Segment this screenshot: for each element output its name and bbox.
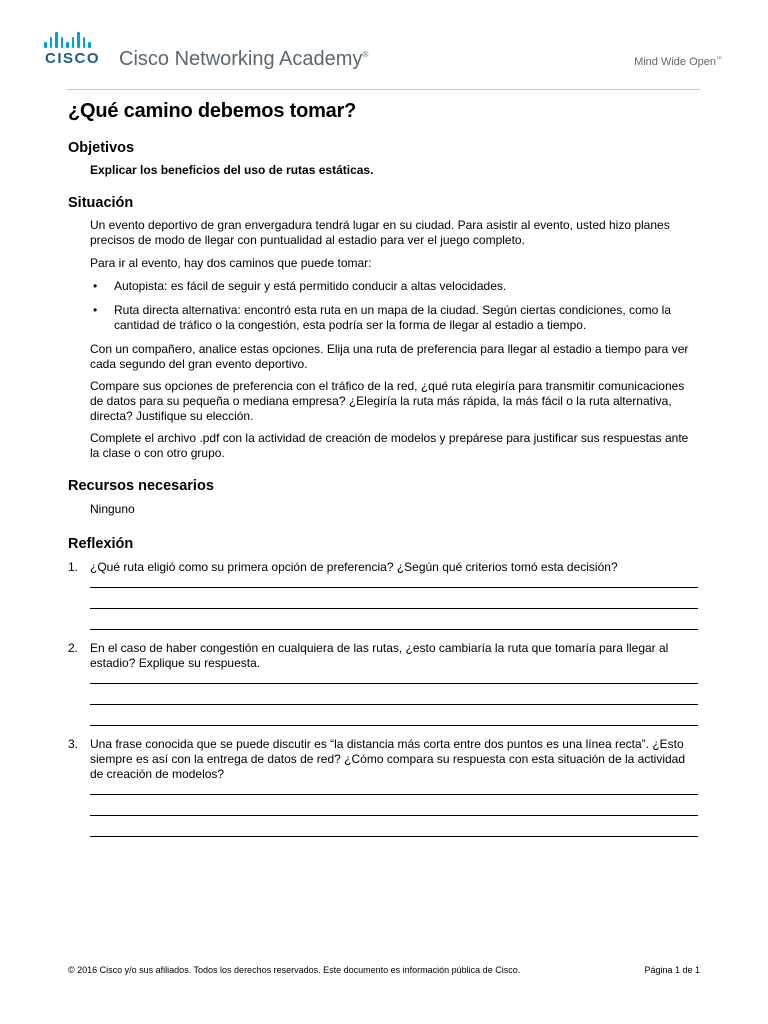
- question-1: [68, 560, 700, 575]
- question-text: ¿Qué ruta eligió como su primera opción de preferencia? ¿Según qué criterios tomó esta decisión?: [90, 560, 618, 574]
- situacion-paragraph-5: Complete el archivo .pdf con la actividad de creación de modelos y prepárese para justificar sus respuestas ante la clase o con otro grupo.: [90, 431, 689, 460]
- section-heading-situacion: Situación: [68, 195, 134, 211]
- question-number: 2.: [68, 641, 79, 655]
- header-divider: [66, 89, 700, 90]
- question-text: En el caso de haber congestión en cualquiera de las rutas, ¿esto cambiaría la ruta que tomaría para llegar al estadio? Explique su respuesta.: [90, 641, 669, 670]
- answer-line[interactable]: [90, 836, 698, 837]
- academy-name: Cisco Networking Academy®: [119, 48, 369, 70]
- answer-line[interactable]: [90, 815, 698, 816]
- page-header: [0, 0, 768, 90]
- copyright-text: © 2016 Cisco y/o sus afiliados. Todos los derechos reservados. Este documento es información pública de Cisco.: [68, 965, 521, 975]
- situacion-bullet-list: [68, 279, 700, 333]
- cisco-wordmark: CISCO: [45, 50, 101, 67]
- answer-line[interactable]: [90, 608, 698, 609]
- answer-line[interactable]: [90, 683, 698, 684]
- situacion-paragraph-1: Un evento deportivo de gran envergadura tendrá lugar en su ciudad. Para asistir al evento, usted hizo planes precisos de modo de llegar con puntualidad al estadio para ver el juego completo.: [90, 218, 670, 247]
- answer-line[interactable]: [90, 704, 698, 705]
- answer-line[interactable]: [90, 587, 698, 588]
- situacion-paragraph-4: Compare sus opciones de preferencia con el tráfico de la red, ¿qué ruta elegiría para transmitir comunicaciones de datos para su pequeña o mediana empresa? ¿Elegiría la ruta más rápida, la más fácil o la ruta alternativa, directa? Justifique su elección.: [90, 379, 685, 423]
- objetivos-text: Explicar los beneficios del uso de rutas estáticas.: [90, 163, 374, 177]
- list-item: • Ruta directa alternativa: encontró esta ruta en un mapa de la ciudad. Según ciertas condiciones, como la cantidad de tráfico o la congestión, esta podría ser la forma de llegar al estadio a tiempo.: [114, 303, 700, 333]
- answer-line[interactable]: [90, 629, 698, 630]
- page-number: Página 1 de 1: [644, 965, 700, 975]
- list-item: • Autopista: es fácil de seguir y está permitido conducir a altas velocidades.: [114, 279, 700, 294]
- cisco-bars-icon: [44, 30, 91, 48]
- tagline: Mind Wide Open™: [634, 56, 722, 68]
- section-heading-reflexion: Reflexión: [68, 536, 134, 552]
- question-2: [68, 641, 700, 671]
- document-body: [68, 96, 700, 837]
- question-number: 3.: [68, 737, 79, 751]
- answer-line[interactable]: [90, 725, 698, 726]
- cisco-logo: [44, 30, 101, 67]
- page-title: ¿Qué camino debemos tomar?: [68, 100, 357, 122]
- recursos-text: Ninguno: [90, 502, 135, 516]
- question-3: [68, 737, 700, 782]
- situacion-paragraph-2: Para ir al evento, hay dos caminos que puede tomar:: [90, 256, 372, 270]
- situacion-paragraph-3: Con un compañero, analice estas opciones. Elija una ruta de preferencia para llegar al estadio a tiempo para ver cada segundo del gran evento deportivo.: [90, 342, 689, 371]
- question-text: Una frase conocida que se puede discutir es “la distancia más corta entre dos puntos es una línea recta”. ¿Esto siempre es así con la entrega de datos de red? ¿Cómo compara su respuesta con esta situación de la actividad de creación de modelos?: [90, 737, 686, 781]
- section-heading-recursos: Recursos necesarios: [68, 478, 214, 494]
- answer-line[interactable]: [90, 794, 698, 795]
- section-heading-objetivos: Objetivos: [68, 140, 135, 156]
- question-number: 1.: [68, 560, 79, 574]
